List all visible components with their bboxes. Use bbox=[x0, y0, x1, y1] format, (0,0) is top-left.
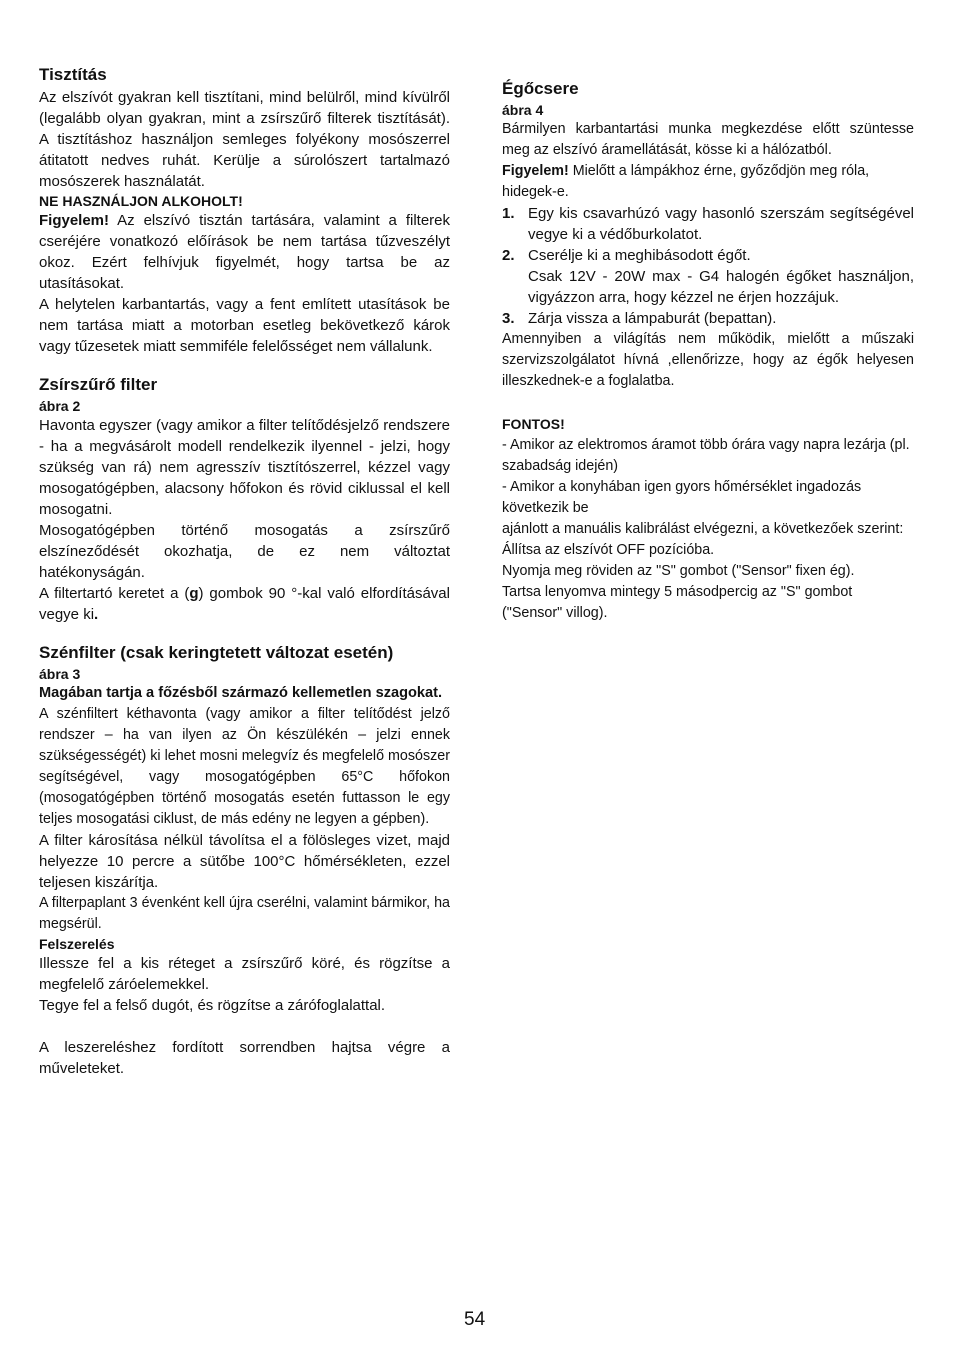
paragraph: ajánlott a manuális kalibrálást elvégezni, a következőek szerint: bbox=[502, 521, 904, 537]
step-text: Egy kis csavarhúzó vagy hasonló szerszám segítségével vegye ki a védőburkolatot. bbox=[528, 205, 914, 243]
paragraph bbox=[39, 583, 450, 625]
figure-ref: ábra 4 bbox=[502, 102, 544, 118]
paragraph-text: Mielőtt a lámpákhoz érne, győződjön meg róla, hidegek-e. bbox=[502, 163, 870, 200]
subheading: Felszerelés bbox=[39, 936, 115, 952]
step-number: 1. bbox=[502, 205, 515, 222]
paragraph: - Amikor az elektromos áramot több órára vagy napra lezárja (pl. szabadság idején) bbox=[502, 437, 910, 474]
page-number: 54 bbox=[464, 1309, 486, 1330]
section-grease-filter bbox=[39, 374, 450, 625]
list-item bbox=[502, 308, 914, 329]
figure-ref: ábra 2 bbox=[39, 398, 81, 414]
reference-letter: g bbox=[189, 585, 199, 602]
paragraph: Bármilyen karbantartási munka megkezdése előtt szüntesse meg az elszívó áramellátását, kösse ki a hálózatból. bbox=[502, 121, 914, 158]
paragraph bbox=[502, 161, 914, 203]
paragraph: A filter károsítása nélkül távolítsa el a fölösleges vizet, majd helyezze 10 percre a sütőbe 100°C hőmérsékleten, ezzel teljesen kiszárítja. bbox=[39, 832, 450, 891]
paragraph: - Amikor a konyhában igen gyors hőmérséklet ingadozás következik be bbox=[502, 479, 862, 516]
paragraph: Havonta egyszer (vagy amikor a filter telítődésjelző rendszere - ha a megvásárolt modell rendelkezik ilyennel - jelzi, hogy szükség van rá) nem agresszív tisztítószerrel, kézzel vagy mosogatógépben, alacsony hőfokon és rövid ciklussal el kell mosogatni. bbox=[39, 417, 450, 518]
paragraph-text: ) gombok 90 °-kal való elfordításával vegye ki bbox=[39, 585, 450, 623]
figure-ref: ábra 3 bbox=[39, 666, 81, 682]
step-number: 2. bbox=[502, 247, 515, 264]
paragraph: Illessze fel a kis réteget a zsírszűrő köré, és rögzítse a megfelelő záróelemekkel. bbox=[39, 955, 450, 993]
section-carbon-filter bbox=[39, 642, 450, 1079]
paragraph-end: . bbox=[94, 606, 99, 623]
section-title: Égőcsere bbox=[502, 79, 579, 98]
list-item bbox=[502, 203, 914, 245]
step-number: 3. bbox=[502, 310, 515, 327]
section-important bbox=[502, 413, 914, 624]
attention-label: Figyelem! bbox=[39, 212, 110, 229]
left-column bbox=[39, 64, 450, 1079]
paragraph: A leszereléshez fordított sorrendben hajtsa végre a műveleteket. bbox=[39, 1039, 450, 1077]
paragraph-text: Az elszívó tisztán tartására, valamint a filterek cseréjére vonatkozó előírások be nem tartása tűzveszélyt okoz. Ezért felhívjuk figyelmét, hogy tartsa be az utasításokat. bbox=[39, 212, 450, 292]
attention-label: Figyelem! bbox=[502, 163, 569, 179]
step-text: Zárja vissza a lámpaburát (bepattan). bbox=[528, 310, 777, 327]
section-title: Zsírszűrő filter bbox=[39, 375, 158, 394]
list-item bbox=[502, 245, 914, 308]
section-title: FONTOS! bbox=[502, 416, 565, 432]
paragraph: Az elszívót gyakran kell tisztítani, mind belülről, mind kívülről (legalább olyan gyakran, mint a zsírszűrő filterek tisztítását). A tisztításhoz használjon semleges folyékony mosószerrel átitatott nedves ruhát. Kerülje a súrolószert tartalmazó mosószerek használatát. bbox=[39, 89, 450, 190]
paragraph: A szénfiltert kéthavonta (vagy amikor a filter telítődést jelző rendszer – ha van ilyen az Ön készülékén – jelzi ennek szükségességét) ki lehet mosni melegvíz és megfelelő mosószer segítségével, vagy mosogatógépben 65°C hőfokon (mosogatógépben történő mosogatás esetén futtasson le egy teljes mosogatási ciklust, de más edény ne legyen a gépben). bbox=[39, 706, 450, 827]
warning-text: NE HASZNÁLJON ALKOHOLT! bbox=[39, 193, 243, 209]
paragraph: Tartsa lenyomva mintegy 5 másodpercig az "S" gombot ("Sensor" villog). bbox=[502, 584, 853, 621]
paragraph: A helytelen karbantartás, vagy a fent említett utasítások be nem tartása miatt a motorban esetleg bekövetkező károk vagy tűzesetek miatt semmiféle felelősséget nem vállalunk. bbox=[39, 296, 450, 355]
right-column bbox=[502, 78, 914, 624]
paragraph: Amennyiben a világítás nem működik, mielőtt a műszaki szervizszolgálatot hívná ,ellenőrizze, hogy az égők helyesen illeszkednek-e a foglalatba. bbox=[502, 331, 914, 389]
paragraph: Tegye fel a felső dugót, és rögzítse a zárófoglalattal. bbox=[39, 997, 386, 1014]
paragraph: A filterpaplant 3 évenként kell újra cserélni, valamint bármikor, ha megsérül. bbox=[39, 895, 450, 932]
step-note: Csak 12V - 20W max - G4 halogén égőket használjon, vigyázzon arra, hogy kézzel ne érjen hozzájuk. bbox=[528, 268, 914, 306]
paragraph bbox=[39, 210, 450, 294]
step-text: Cserélje ki a meghibásodott égőt. bbox=[528, 247, 751, 264]
section-title: Tisztítás bbox=[39, 65, 107, 84]
section-cleaning bbox=[39, 64, 450, 357]
paragraph: Állítsa az elszívót OFF pozícióba. bbox=[502, 542, 715, 558]
section-bulb-replacement bbox=[502, 78, 914, 392]
section-title: Szénfilter (csak keringtetett változat esetén) bbox=[39, 643, 394, 662]
paragraph: Nyomja meg röviden az "S" gombot ("Sensor" fixen ég). bbox=[502, 563, 855, 579]
paragraph: Mosogatógépben történő mosogatás a zsírszűrő elszíneződését okozhatja, de ez nem változtat hatékonyságán. bbox=[39, 522, 450, 581]
paragraph-text: A filtertartó keretet a ( bbox=[39, 585, 190, 602]
steps-list bbox=[502, 203, 914, 329]
lead-text: Magában tartja a főzésből származó kellemetlen szagokat. bbox=[39, 685, 443, 701]
